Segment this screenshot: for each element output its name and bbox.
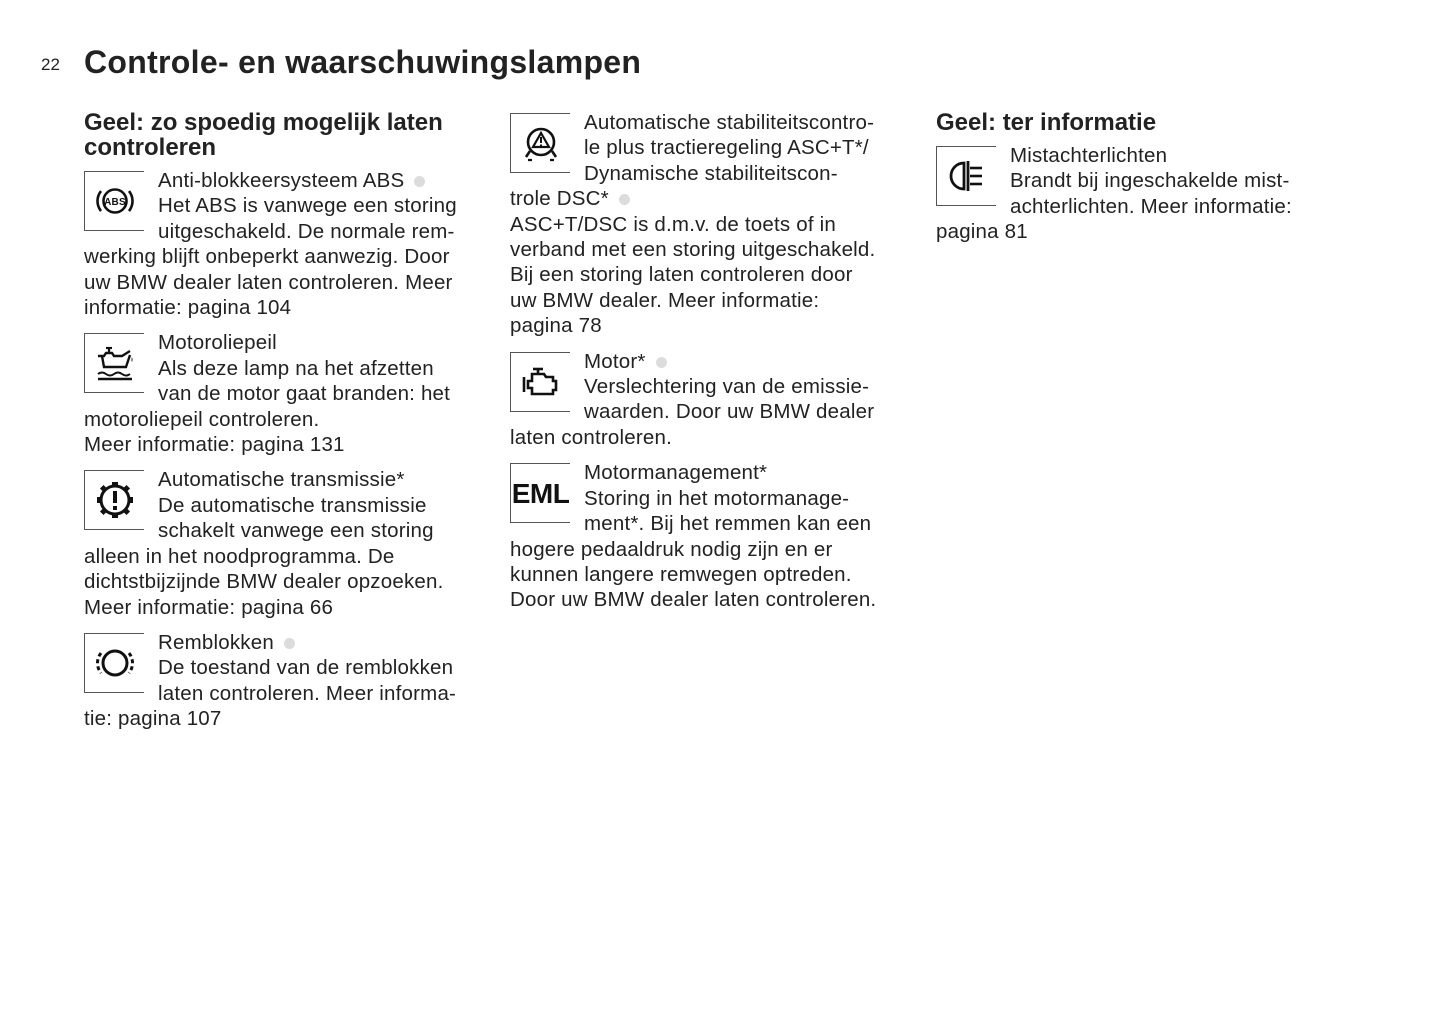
text-line: Meer informatie: pagina 66 [84,595,334,619]
text-line: hogere pedaaldruk nodig zijn en er [510,537,833,561]
brake-pad-icon [84,633,144,693]
svg-text:ABS: ABS [103,197,126,208]
text-line: kunnen langere remwegen optreden. [510,562,852,586]
dsc-title-line: Automatische stabiliteitscontro- [584,111,875,134]
text-line: Brandt bij ingeschakelde mist- [1010,169,1290,193]
text-line: motoroliepeil controleren. [84,407,320,431]
page-title: Controle- en waarschuwingslampen [84,44,642,80]
engine-title: Motor* [584,349,646,373]
entry-oil-level [84,330,496,457]
text-line: tie: pagina 107 [84,707,222,731]
text-line: De toestand van de remblokken [158,656,454,680]
column-middle [510,110,920,623]
rear-fog-light-icon [936,146,996,206]
text-line: Bij een storing laten controleren door [510,263,853,287]
section-heading-information: Geel: ter informatie [936,109,1157,136]
fog-title: Mistachterlichten [1010,144,1168,167]
entry-dsc [510,110,920,339]
dsc-title-line: Dynamische stabiliteitscon- [584,161,838,185]
text-line: werking blijft onbeperkt aanwezig. Door [84,245,450,269]
text-line: uitgeschakeld. De normale rem- [158,219,455,243]
abs-icon [84,171,144,231]
text-line: Verslechtering van de emissie- [584,375,870,399]
indicator-dot [284,638,295,649]
text-line: alleen in het noodprogramma. De [84,544,395,568]
text-line: De automatische transmissie [158,493,427,517]
column-right [936,110,1336,255]
text-line: Als deze lamp na het afzetten [158,356,434,380]
text-line: laten controleren. Meer informa- [158,681,457,705]
entry-engine-management [510,460,920,612]
dsc-title-line: le plus tractieregeling ASC+T*/ [584,136,869,160]
text-line: Storing in het motormanage- [584,486,850,510]
section-heading-check-soon: Geel: zo spoedig mogelijk laten controleren [84,109,443,161]
entry-rear-fog [936,143,1336,245]
column-left [84,110,496,742]
text-line: schakelt vanwege een storing [158,519,434,543]
text-line: achterlichten. Meer informatie: [1010,194,1292,218]
indicator-dot [414,176,425,187]
eml-icon: EML [510,463,570,523]
abs-title: Anti-blokkeersysteem ABS [158,169,405,192]
text-line: pagina 78 [510,314,602,338]
indicator-dot [656,357,667,368]
engine-icon [510,352,570,412]
text-line: van de motor gaat branden: het [158,382,451,406]
entry-transmission [84,467,496,619]
text-line: uw BMW dealer. Meer informatie: [510,288,820,312]
text-line: informatie: pagina 104 [84,296,292,320]
oil-title: Motoroliepeil [158,331,277,355]
brakes-title: Remblokken [158,630,274,654]
entry-brake-pads [84,630,496,732]
page-number: 22 [41,55,60,74]
stability-control-icon [510,113,570,173]
text-line: pagina 81 [936,220,1028,244]
text-line: laten controleren. [510,425,673,449]
entry-engine [510,349,920,451]
text-line: dichtstbijzijnde BMW dealer opzoeken. [84,570,444,594]
text-line: ASC+T/DSC is d.m.v. de toets of in [510,212,836,236]
text-line: ment*. Bij het remmen kan een [584,512,872,536]
text-line: Het ABS is vanwege een storing [158,194,457,218]
eml-title: Motormanagement* [584,461,768,485]
text-line: waarden. Door uw BMW dealer [584,400,875,424]
text-line: Door uw BMW dealer laten controleren. [510,588,877,612]
text-line: uw BMW dealer laten controleren. Meer [84,270,453,294]
entry-abs [84,168,496,320]
oil-level-icon [84,333,144,393]
transmission-title: Automatische transmissie* [158,468,405,492]
text-line: Meer informatie: pagina 131 [84,433,345,457]
text-line: verband met een storing uitgeschakeld. [510,238,876,262]
transmission-warning-icon [84,470,144,530]
indicator-dot [619,194,630,205]
dsc-title-tail: trole DSC* [510,187,609,211]
